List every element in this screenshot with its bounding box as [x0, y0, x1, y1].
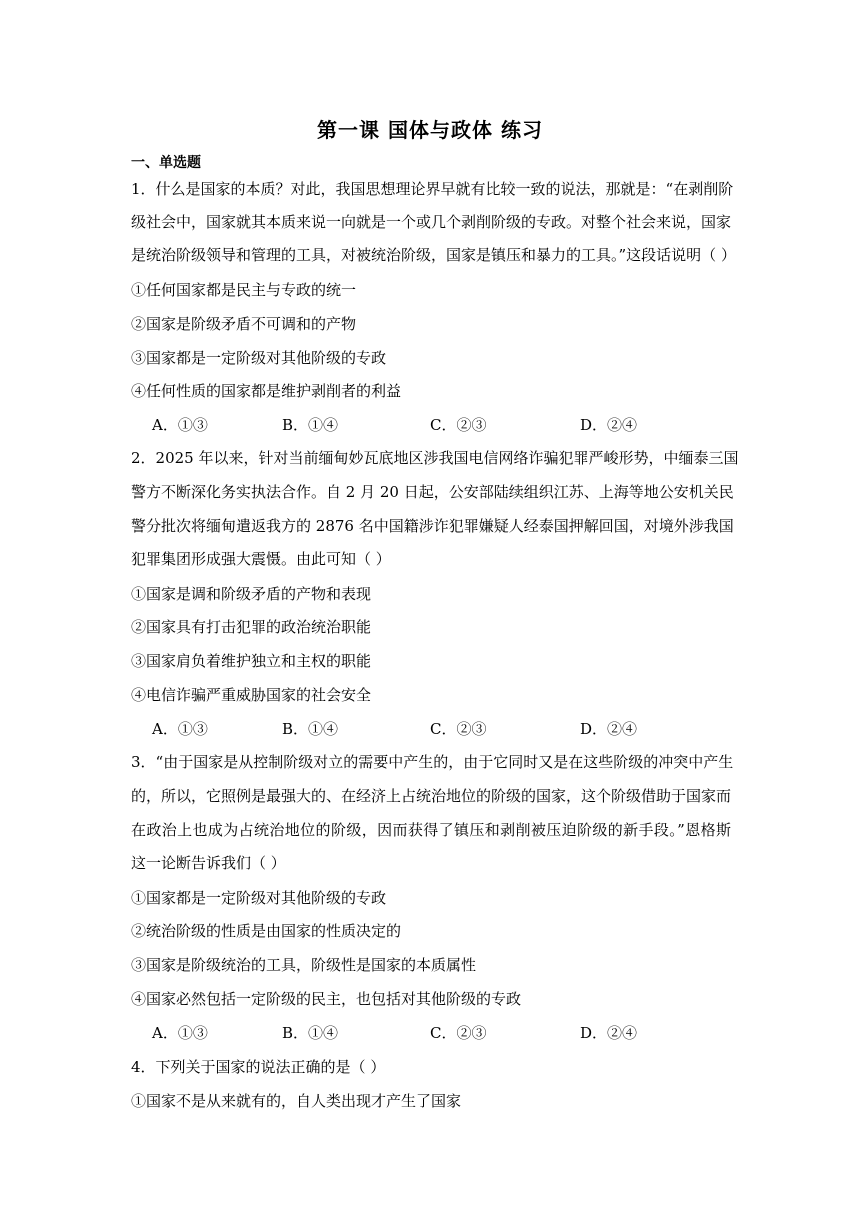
q1-option-c[interactable]: C．②③ [430, 416, 487, 434]
q1-option-a[interactable]: A．①③ [152, 416, 208, 434]
q1-option-b[interactable]: B．①④ [282, 416, 339, 434]
q3-item-2: ②统治阶级的性质是由国家的性质决定的 [131, 922, 402, 940]
q2-item-4: ④电信诈骗严重威胁国家的社会安全 [131, 686, 372, 704]
q3-option-c[interactable]: C．②③ [430, 1024, 487, 1042]
q1-stem-line-2: 级社会中，国家就其本质来说一向就是一个或几个剥削阶级的专政。对整个社会来说，国家 [131, 213, 732, 231]
q3-option-d[interactable]: D．②④ [580, 1024, 638, 1042]
q1-stem-line-3: 是统治阶级领导和管理的工具，对被统治阶级，国家是镇压和暴力的工具。”这段话说明（ ） [131, 246, 736, 264]
q2-item-2: ②国家具有打击犯罪的政治统治职能 [131, 618, 372, 636]
q1-item-3: ③国家都是一定阶级对其他阶级的专政 [131, 349, 387, 367]
q2-stem-line-1: 2．2025 年以来，针对当前缅甸妙瓦底地区涉我国电信网络诈骗犯罪严峻形势，中缅泰三国 [131, 449, 739, 467]
q3-option-a[interactable]: A．①③ [152, 1024, 208, 1042]
q3-stem-line-4: 这一论断告诉我们（ ） [131, 854, 286, 872]
q2-stem-line-3: 警分批次将缅甸遣返我方的 2876 名中国籍涉诈犯罪嫌疑人经泰国押解回国，对境外涉我国 [131, 517, 734, 535]
q3-stem-line-3: 在政治上也成为占统治地位的阶级，因而获得了镇压和剥削被压迫阶级的新手段。”恩格斯 [131, 821, 731, 839]
q3-item-3: ③国家是阶级统治的工具，阶级性是国家的本质属性 [131, 956, 477, 974]
q2-option-b[interactable]: B．①④ [282, 720, 339, 738]
q3-item-1: ①国家都是一定阶级对其他阶级的专政 [131, 889, 387, 907]
q2-item-3: ③国家肩负着维护独立和主权的职能 [131, 652, 372, 670]
section-heading: 一、单选题 [131, 155, 201, 171]
q3-option-b[interactable]: B．①④ [282, 1024, 339, 1042]
page-title: 第一课 国体与政体 练习 [317, 118, 543, 142]
q2-stem-line-2: 警方不断深化务实执法合作。自 2 月 20 日起，公安部陆续组织江苏、上海等地公安机关民 [131, 483, 734, 501]
q2-option-c[interactable]: C．②③ [430, 720, 487, 738]
q1-item-1: ①任何国家都是民主与专政的统一 [131, 281, 357, 299]
q3-item-4: ④国家必然包括一定阶级的民主，也包括对其他阶级的专政 [131, 990, 522, 1008]
q1-item-2: ②国家是阶级矛盾不可调和的产物 [131, 315, 357, 333]
q2-option-d[interactable]: D．②④ [580, 720, 638, 738]
q3-stem-line-2: 的，所以，它照例是最强大的、在经济上占统治地位的阶级的国家，这个阶级借助于国家而 [131, 787, 732, 805]
q1-option-d[interactable]: D．②④ [580, 416, 638, 434]
q1-stem-line-1: 1．什么是国家的本质？对此，我国思想理论界早就有比较一致的说法，那就是：“在剥削阶 [131, 180, 734, 198]
q2-item-1: ①国家是调和阶级矛盾的产物和表现 [131, 585, 372, 603]
q1-item-4: ④任何性质的国家都是维护剥削者的利益 [131, 382, 402, 400]
q3-stem-line-1: 3．“由于国家是从控制阶级对立的需要中产生的，由于它同时又是在这些阶级的冲突中产生 [131, 753, 734, 771]
q2-stem-line-4: 犯罪集团形成强大震慑。由此可知（ ） [131, 550, 391, 568]
q4-item-1: ①国家不是从来就有的，自人类出现才产生了国家 [131, 1092, 462, 1110]
q2-option-a[interactable]: A．①③ [152, 720, 208, 738]
q4-stem-line-1: 4．下列关于国家的说法正确的是（ ） [131, 1058, 386, 1076]
